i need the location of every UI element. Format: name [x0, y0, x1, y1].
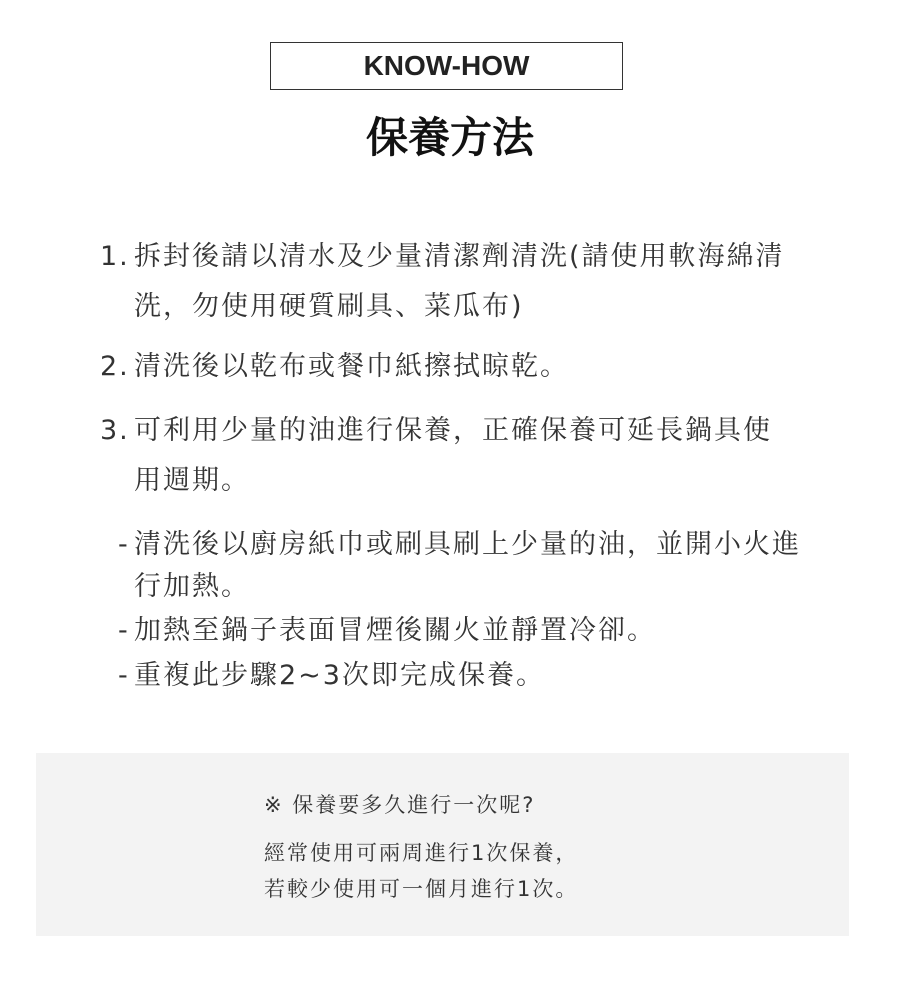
step-1	[100, 232, 800, 332]
step-number: 1.	[100, 241, 130, 272]
substep-3	[118, 655, 808, 697]
substep-text: 加熱至鍋子表面冒煙後關火並靜置冷卻。	[134, 615, 656, 646]
substep-text: 清洗後以廚房紙巾或刷具刷上少量的油，並開小火進行加熱。	[134, 529, 801, 602]
page-title: 保養方法	[365, 113, 534, 162]
step-number: 3.	[100, 415, 130, 446]
step-text: 清洗後以乾布或餐巾紙擦拭晾乾。	[134, 351, 569, 382]
dash-mark: -	[118, 529, 130, 560]
step-text: 可利用少量的油進行保養，正確保養可延長鍋具使用週期。	[134, 415, 772, 496]
dash-mark: -	[118, 660, 130, 691]
step-number: 2.	[100, 351, 130, 382]
step-2	[100, 342, 800, 392]
faq-answer-line-2: 若較少使用可一個月進行1次。	[264, 877, 579, 901]
faq-answer-line-1: 經常使用可兩周進行1次保養，	[264, 841, 579, 865]
step-text: 拆封後請以清水及少量清潔劑清洗(請使用軟海綿清洗，勿使用硬質刷具、菜瓜布)	[134, 241, 785, 322]
faq-question: ※ 保養要多久進行一次呢?	[264, 793, 536, 817]
faq-box	[36, 753, 849, 936]
substep-1	[118, 524, 808, 608]
substep-2	[118, 610, 808, 652]
substep-text: 重複此步驟2~3次即完成保養。	[134, 660, 545, 691]
step-3	[100, 406, 800, 506]
dash-mark: -	[118, 615, 130, 646]
know-how-badge: KNOW-HOW	[270, 42, 623, 90]
